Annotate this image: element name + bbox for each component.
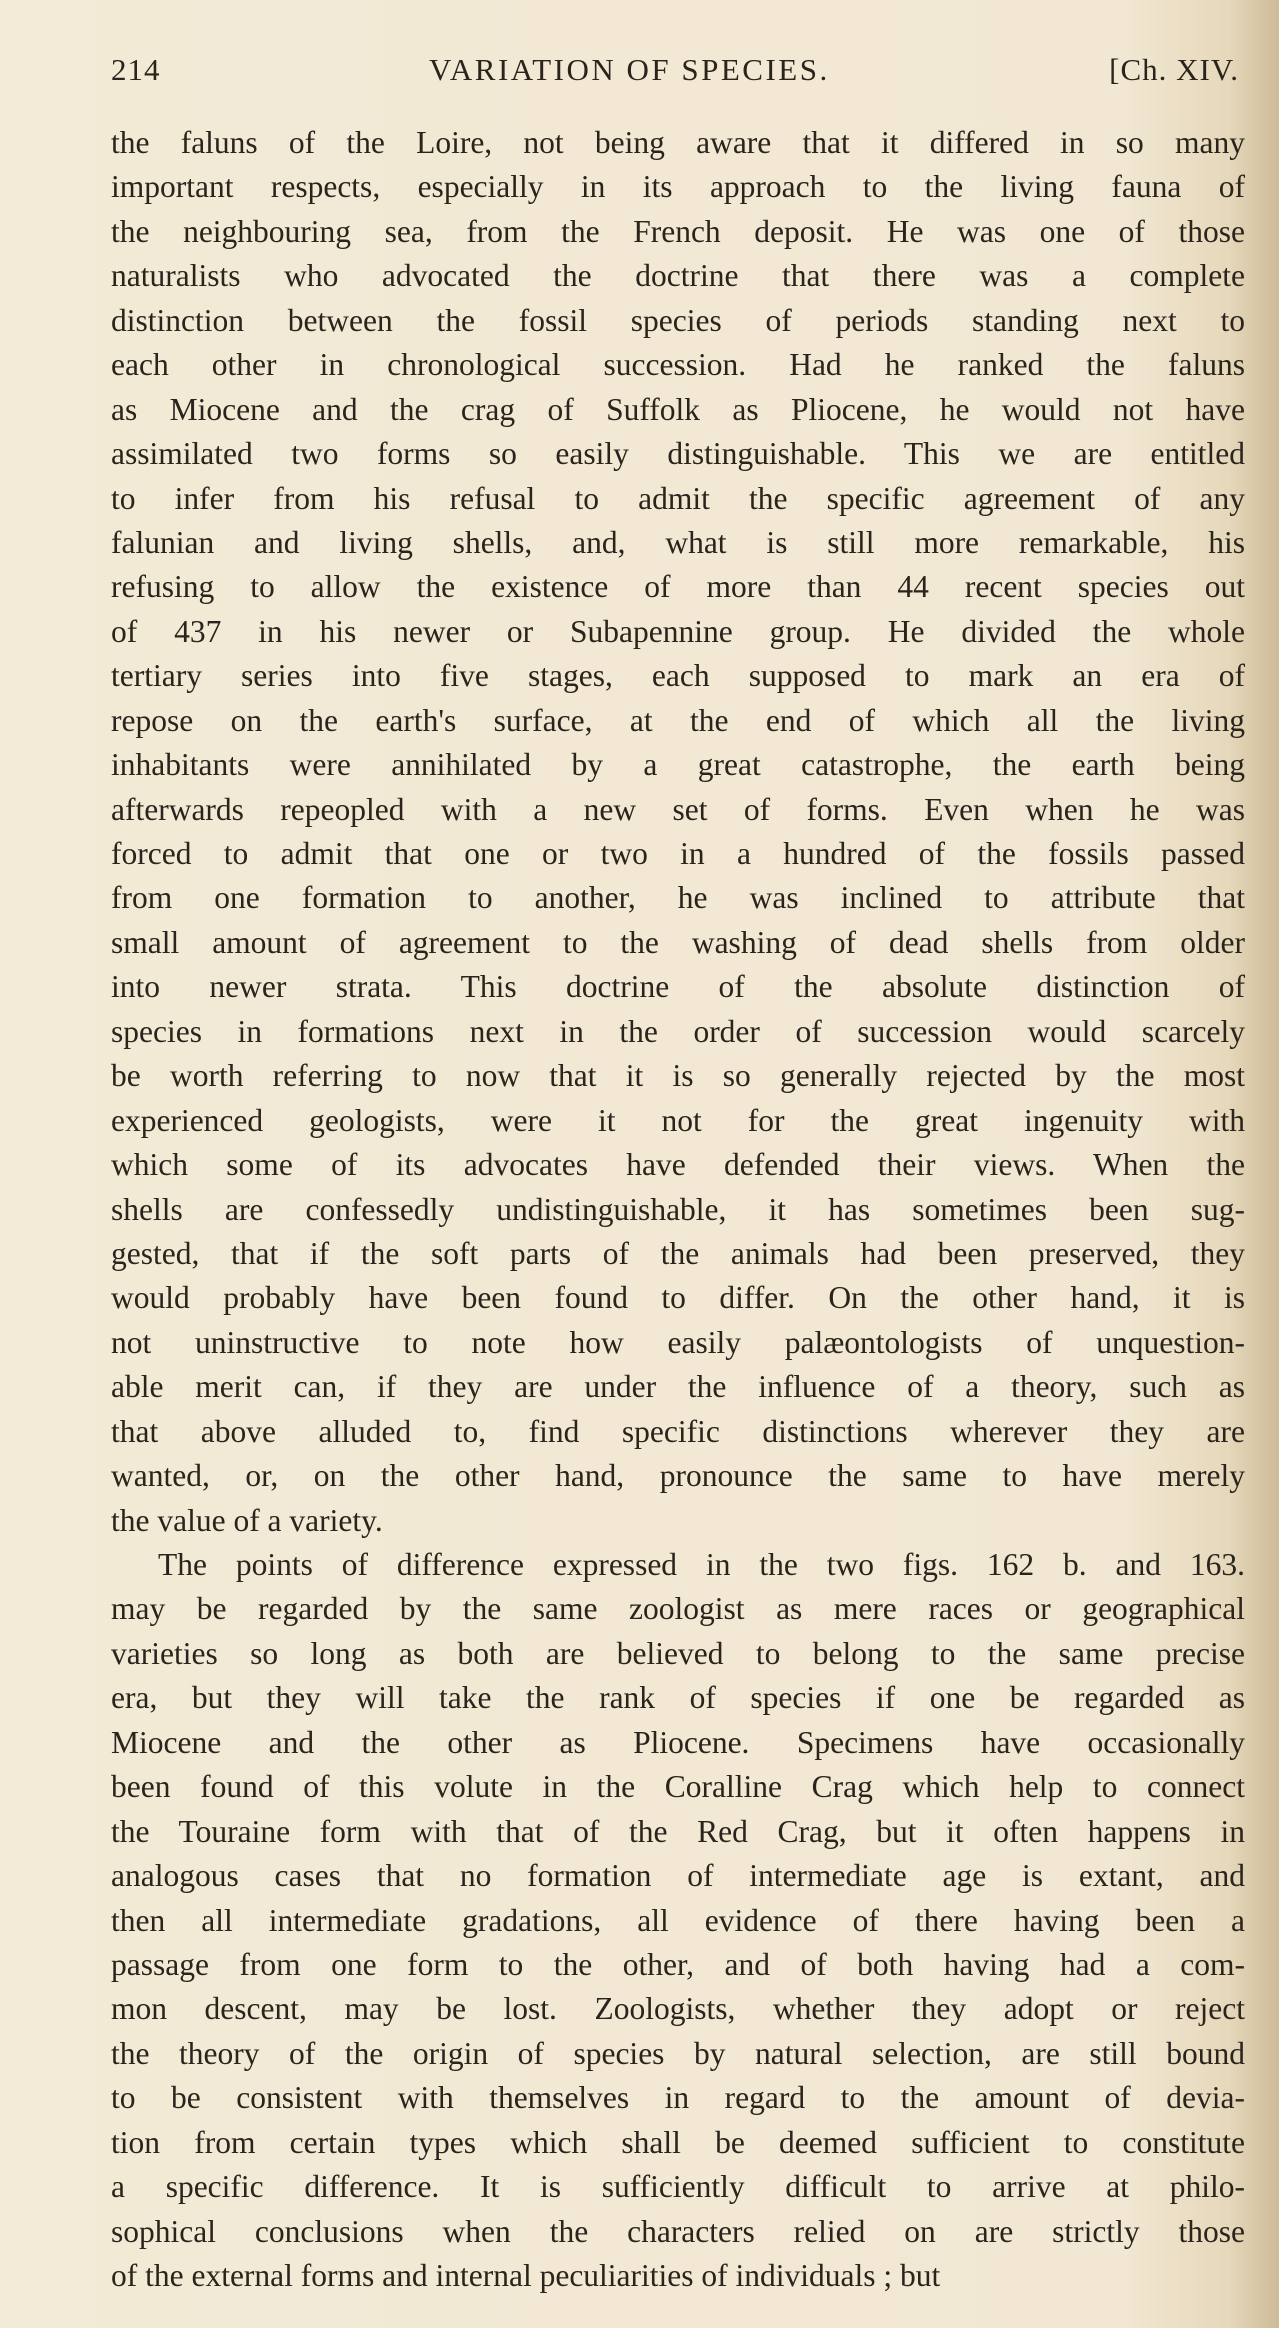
- text-line: afterwards repeopled with a new set of forms. Even when he was: [111, 791, 1245, 827]
- text-line: The points of difference expressed in the two figs. 162 b. and 163.: [158, 1547, 1245, 1582]
- text-line: able merit can, if they are under the influence of a theory, such as: [111, 1369, 1245, 1405]
- text-line: to infer from his refusal to admit the specific agreement of any: [111, 480, 1245, 516]
- text-line: be worth referring to now that it is so generally rejected by the most: [111, 1058, 1245, 1094]
- text-line: as Miocene and the crag of Suffolk as Pliocene, he would not have: [111, 391, 1245, 427]
- text-line: tertiary series into five stages, each supposed to mark an era of: [111, 658, 1245, 694]
- text-line: shells are confessedly undistinguishable, it has sometimes been sug-: [111, 1191, 1245, 1227]
- text-line: the value of a variety.: [111, 1502, 383, 1538]
- text-line: would probably have been found to differ. On the other hand, it is: [111, 1280, 1245, 1316]
- text-line: inhabitants were annihilated by a great catastrophe, the earth being: [111, 747, 1245, 783]
- text-line: repose on the earth's surface, at the end of which all the living: [111, 702, 1245, 738]
- text-line: naturalists who advocated the doctrine that there was a complete: [111, 258, 1245, 294]
- text-line: the neighbouring sea, from the French deposit. He was one of those: [111, 213, 1245, 249]
- text-line: the theory of the origin of species by natural selection, are still bound: [111, 2035, 1245, 2071]
- text-line: Miocene and the other as Pliocene. Specimens have occasionally: [111, 1724, 1245, 1760]
- text-line: experienced geologists, were it not for the great ingenuity with: [111, 1102, 1245, 1138]
- text-line: assimilated two forms so easily distinguishable. This we are entitled: [111, 436, 1245, 472]
- text-line: which some of its advocates have defended their views. When the: [111, 1147, 1245, 1183]
- text-line: been found of this volute in the Coralline Crag which help to connect: [111, 1769, 1245, 1805]
- text-line: small amount of agreement to the washing of dead shells from older: [111, 924, 1245, 960]
- chapter-label: [Ch. XIV.: [1109, 52, 1239, 87]
- text-line: gested, that if the soft parts of the animals had been preserved, they: [111, 1235, 1245, 1271]
- text-line: mon descent, may be lost. Zoologists, whether they adopt or reject: [111, 1991, 1245, 2027]
- text-line: important respects, especially in its approach to the living fauna of: [111, 169, 1245, 205]
- text-line: of 437 in his newer or Subapennine group. He divided the whole: [111, 613, 1245, 649]
- text-line: of the external forms and internal peculiarities of individuals ; but: [111, 2258, 941, 2293]
- page-number: 214: [111, 52, 161, 87]
- text-line: then all intermediate gradations, all evidence of there having been a: [111, 1902, 1245, 1938]
- text-line: the faluns of the Loire, not being aware that it differed in so many: [111, 125, 1245, 160]
- text-line: wanted, or, on the other hand, pronounce the same to have merely: [111, 1458, 1245, 1494]
- text-line: falunian and living shells, and, what is still more remarkable, his: [111, 524, 1245, 560]
- text-line: distinction between the fossil species of periods standing next to: [111, 302, 1245, 338]
- text-line: analogous cases that no formation of intermediate age is extant, and: [111, 1858, 1245, 1894]
- text-line: tion from certain types which shall be deemed sufficient to constitute: [111, 2124, 1245, 2160]
- text-line: a specific difference. It is sufficiently difficult to arrive at philo-: [111, 2169, 1245, 2205]
- text-line: the Touraine form with that of the Red Crag, but it often happens in: [111, 1813, 1245, 1849]
- text-line: from one formation to another, he was inclined to attribute that: [111, 880, 1245, 916]
- running-header: [111, 52, 1259, 96]
- text-line: each other in chronological succession. Had he ranked the faluns: [111, 347, 1245, 383]
- body-text: [111, 121, 1245, 2298]
- text-line: sophical conclusions when the characters relied on are strictly those: [111, 2213, 1245, 2249]
- text-line: to be consistent with themselves in regard to the amount of devia-: [111, 2080, 1245, 2116]
- text-line: varieties so long as both are believed to belong to the same precise: [111, 1635, 1245, 1671]
- text-line: era, but they will take the rank of species if one be regarded as: [111, 1680, 1245, 1716]
- text-line: species in formations next in the order of succession would scarcely: [111, 1013, 1245, 1049]
- text-line: forced to admit that one or two in a hundred of the fossils passed: [111, 836, 1245, 871]
- text-line: that above alluded to, find specific distinctions wherever they are: [111, 1413, 1245, 1449]
- text-line: into newer strata. This doctrine of the absolute distinction of: [111, 969, 1245, 1005]
- running-title: VARIATION OF SPECIES.: [429, 52, 830, 87]
- text-line: refusing to allow the existence of more than 44 recent species out: [111, 569, 1245, 605]
- text-line: not uninstructive to note how easily palæontologists of unquestion-: [111, 1324, 1245, 1360]
- text-line: passage from one form to the other, and of both having had a com-: [111, 1946, 1245, 1982]
- text-line: may be regarded by the same zoologist as mere races or geographical: [111, 1591, 1245, 1627]
